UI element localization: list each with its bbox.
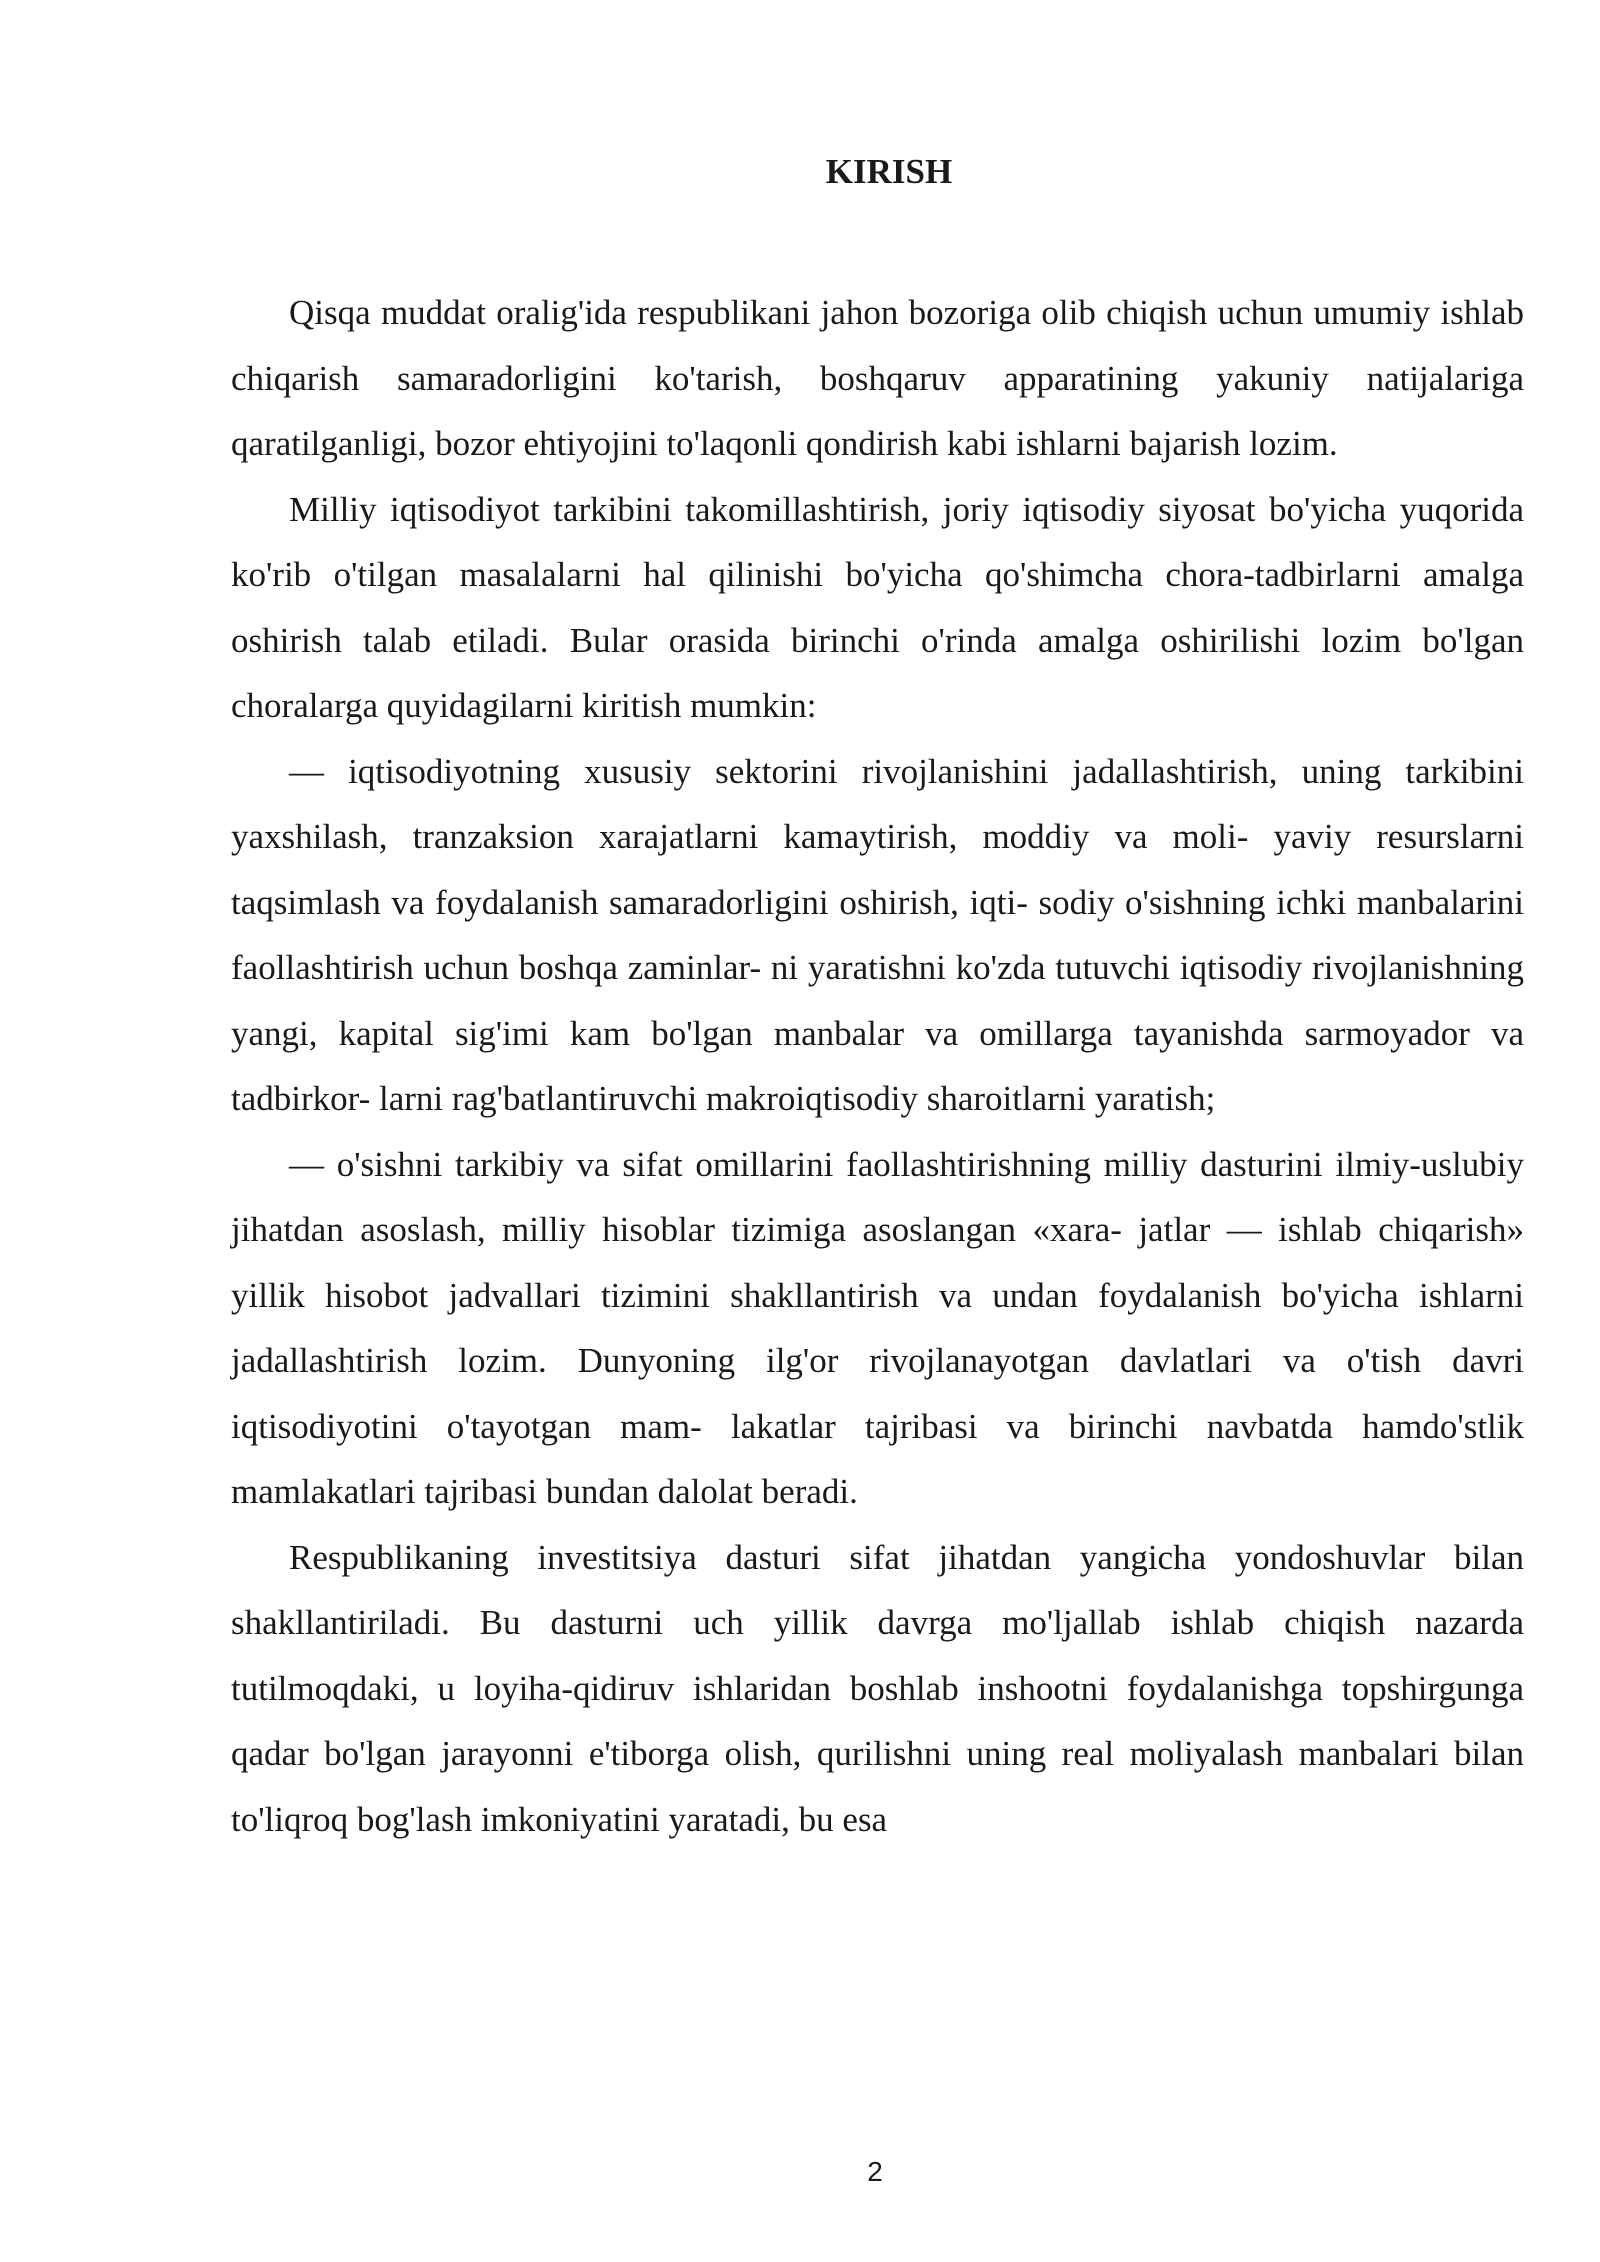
page-number: 2	[867, 2156, 883, 2187]
paragraph-intro: Qisqa muddat oralig'ida respublikani jahon bozoriga olib chiqish uchun umumiy ishlab chiqarish samaradorligini ko'tarish, boshqaruv apparatining yakuniy natijalariga qaratilganligi, bozor ehtiyojini to'laqonli qondirish kabi ishlarni bajarish lozim.	[231, 293, 1524, 463]
list-item-private-sector: — iqtisodiyotning xususiy sektorini rivojlanishini jadallashtirish, uning tarkibini yaxshilash, tranzaksion xarajatlarni kamaytirish, moddiy va moli- yaviy resurslarni taqsimlash va foydalanish samaradorligini oshirish, iqti- sodiy o'sishning ichki manbalarini faollashtirish uchun boshqa zaminlar- ni yaratishni ko'zda tutuvchi iqtisodiy rivojlanishning yangi, kapital sig'imi kam bo'lgan manbalar va omillarga tayanishda sarmoyador va tadbirkor- larni rag'batlantiruvchi makroiqtisodiy sharoitlarni yaratish;	[231, 751, 1524, 1118]
body-text	[231, 280, 1524, 1852]
list-item-growth-program: — o'sishni tarkibiy va sifat omillarini faollashtirishning milliy dasturini ilmiy-uslubiy jihatdan asoslash, milliy hisoblar tizimiga asoslangan «xara- jatlar — ishlab chiqarish» yillik hisobot jadvallari tizimini shakllantirish va undan foydalanish bo'yicha ishlarni jadallashtirish lozim. Dunyoning ilg'or rivojlanayotgan davlatlari va o'tish davri iqtisodiyotini o'tayotgan mam- lakatlar tajribasi va birinchi navbatda hamdo'stlik mamlakatlari tajribasi bundan dalolat beradi.	[231, 1144, 1524, 1511]
paragraph-measures: Milliy iqtisodiyot tarkibini takomillashtirish, joriy iqtisodiy siyosat bo'yicha yuqorida ko'rib o'tilgan masalalarni hal qilinishi bo'yicha qo'shimcha chora-tadbirlarni amalga oshirish talab etiladi. Bular orasida birinchi o'rinda amalga oshirilishi lozim bo'lgan choralarga quyidagilarni kiritish mumkin:	[231, 489, 1524, 725]
section-heading: KIRISH	[825, 152, 953, 191]
paragraph-investment-program: Respublikaning investitsiya dasturi sifat jihatdan yangicha yondoshuvlar bilan shakllantiriladi. Bu dasturni uch yillik davrga mo'ljallab ishlab chiqish nazarda tutilmoqdaki, u loyiha-qidiruv ishlaridan boshlab inshootni foydalanishga topshirgunga qadar bo'lgan jarayonni e'tiborga olish, qurilishni uning real moliyalash manbalari bilan to'liqroq bog'lash imkoniyatini yaratadi, bu esa	[231, 1537, 1524, 1839]
